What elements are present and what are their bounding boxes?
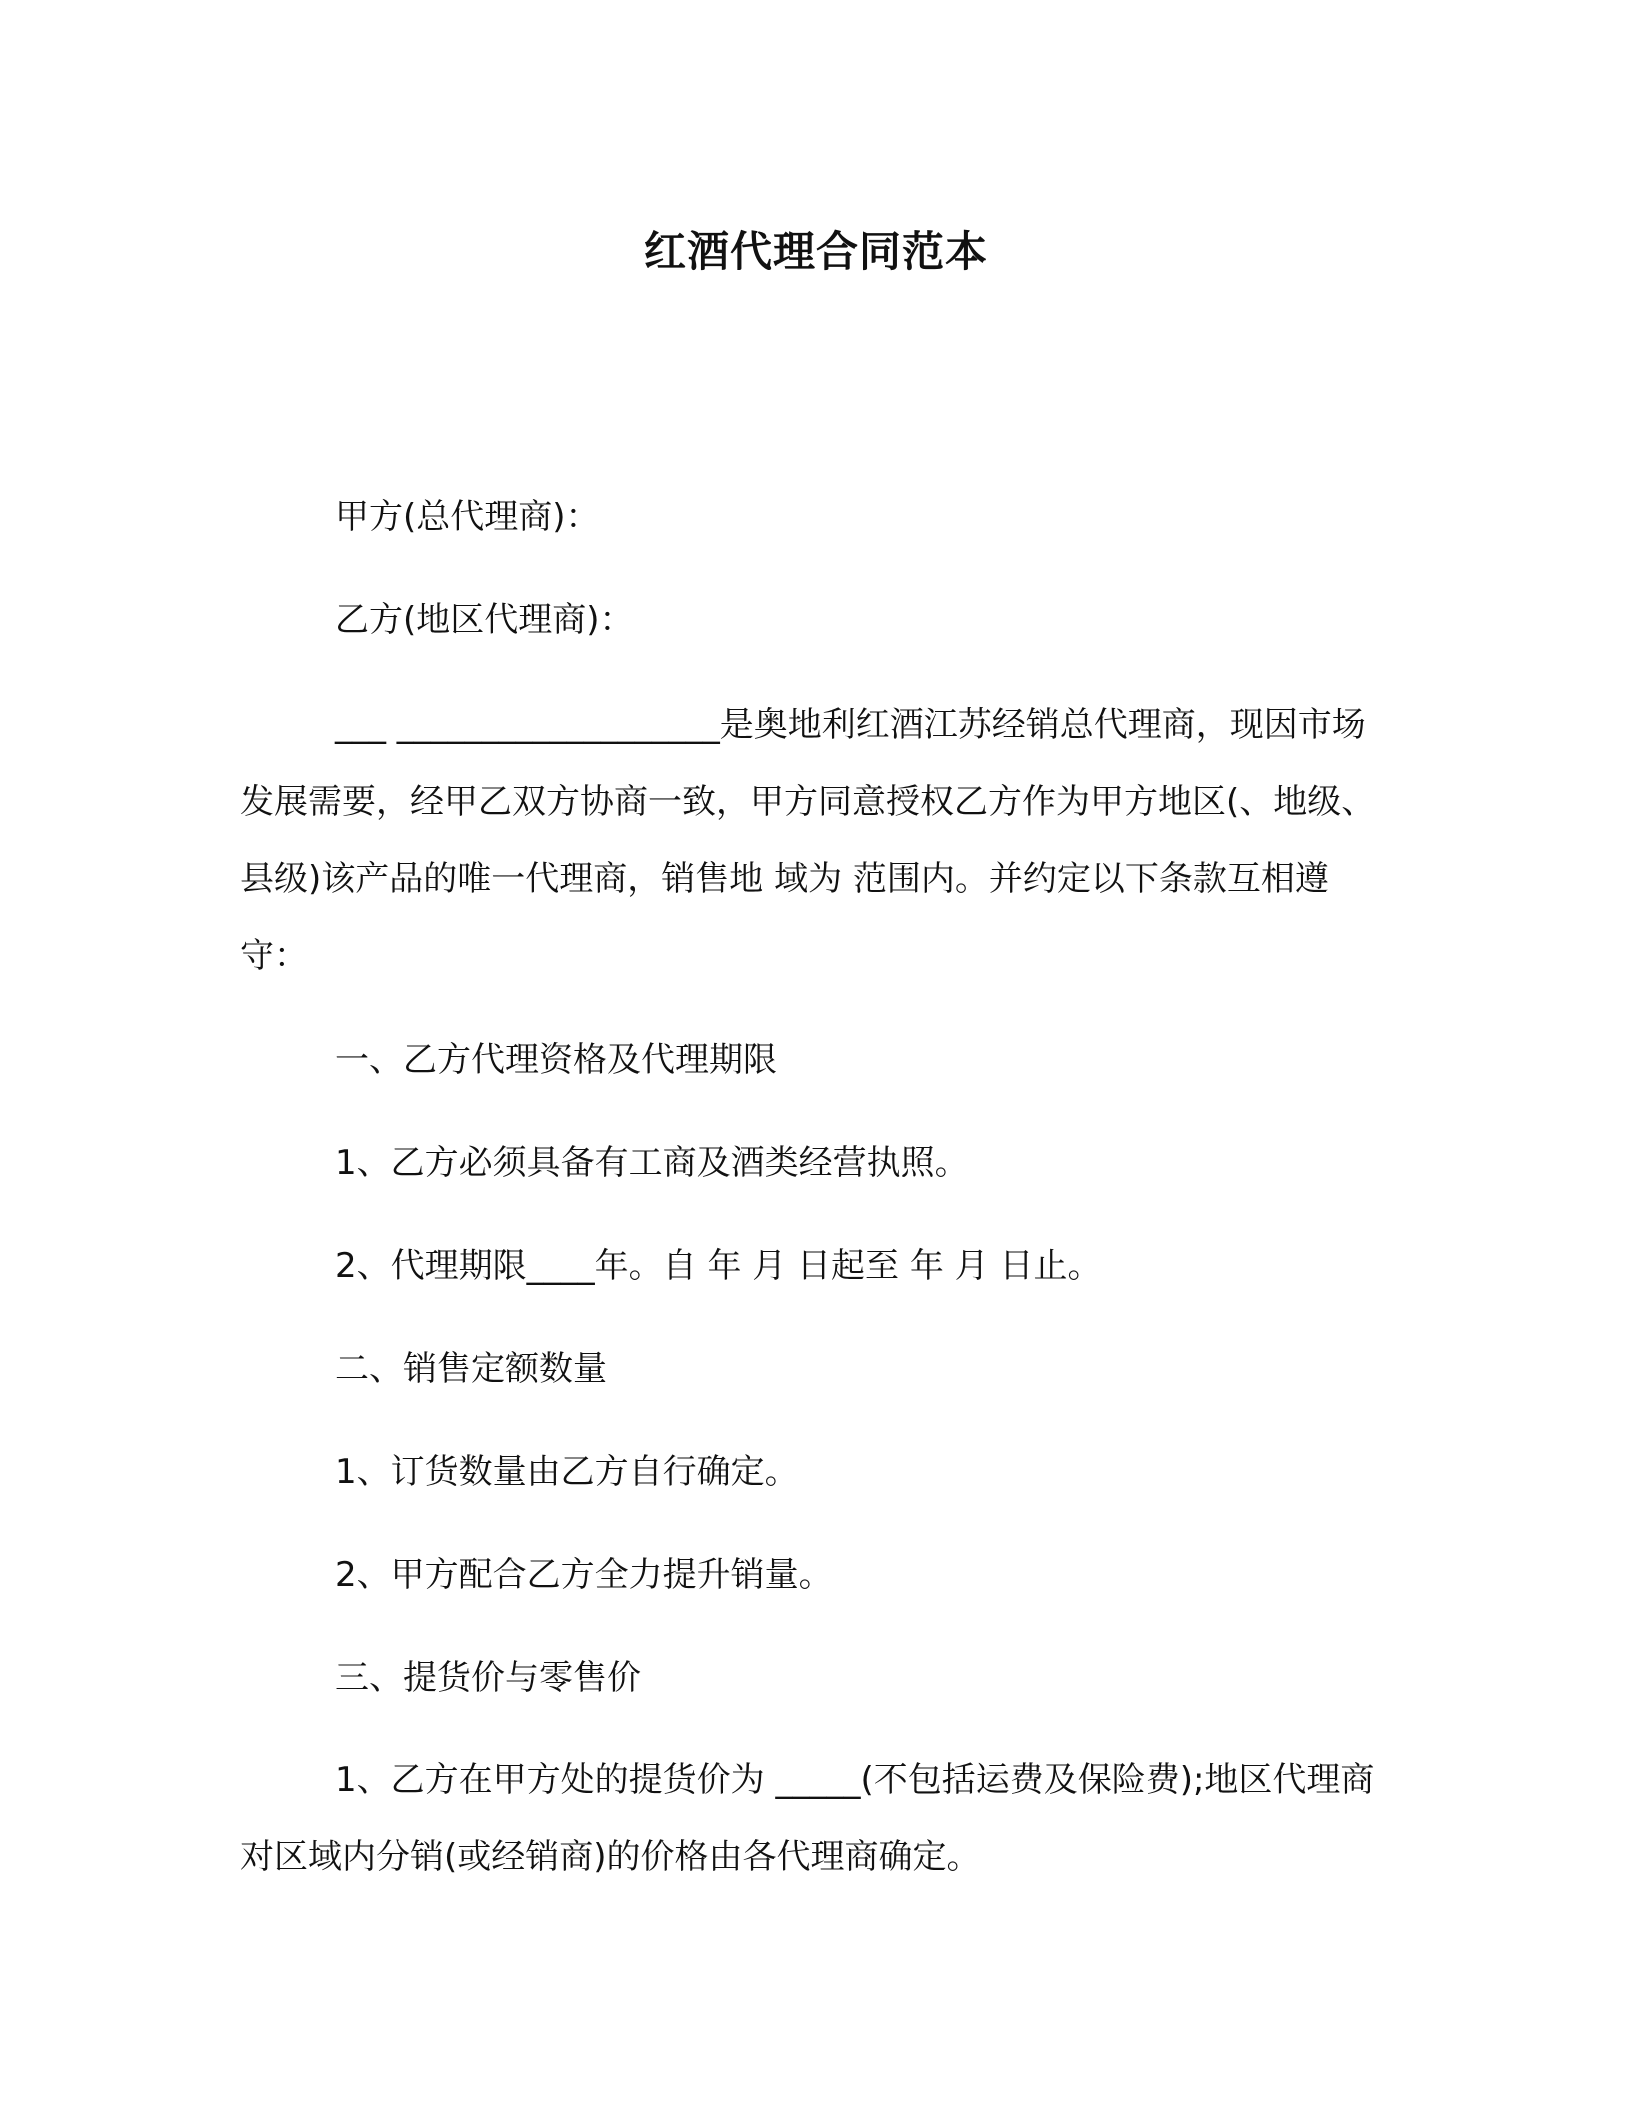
section-3-heading: 三、提货价与零售价 [335, 1658, 641, 1698]
intro-paragraph: ___ ___________________是奥地利红酒江苏经销总代理商，现因市场发展需要，经甲乙双方协商一致，甲方同意授权乙方作为甲方地区(、地级、县级)该产品的唯一代理商，销售地 域为 范围内。并约定以下条款互相遵守： [240, 705, 1376, 976]
party-b-line: 乙方(地区代理商)： [335, 600, 634, 640]
section-2-item-1: 1、订货数量由乙方自行确定。 [335, 1452, 799, 1492]
section-3-item-1: 1、乙方在甲方处的提货价为 _____(不包括运费及保险费);地区代理商对区域内分销(或经销商)的价格由各代理商确定。 [240, 1760, 1375, 1877]
section-2-heading: 二、销售定额数量 [335, 1349, 607, 1389]
section-1-item-2: 2、代理期限____年。自 年 月 日起至 年 月 日止。 [335, 1246, 1102, 1286]
section-1-item-1: 1、乙方必须具备有工商及酒类经营执照。 [335, 1143, 969, 1183]
document-title: 红酒代理合同范本 [643, 227, 988, 276]
section-2-item-2: 2、甲方配合乙方全力提升销量。 [335, 1555, 833, 1595]
party-a-line: 甲方(总代理商)： [335, 497, 600, 537]
section-1-heading: 一、乙方代理资格及代理期限 [335, 1040, 777, 1080]
